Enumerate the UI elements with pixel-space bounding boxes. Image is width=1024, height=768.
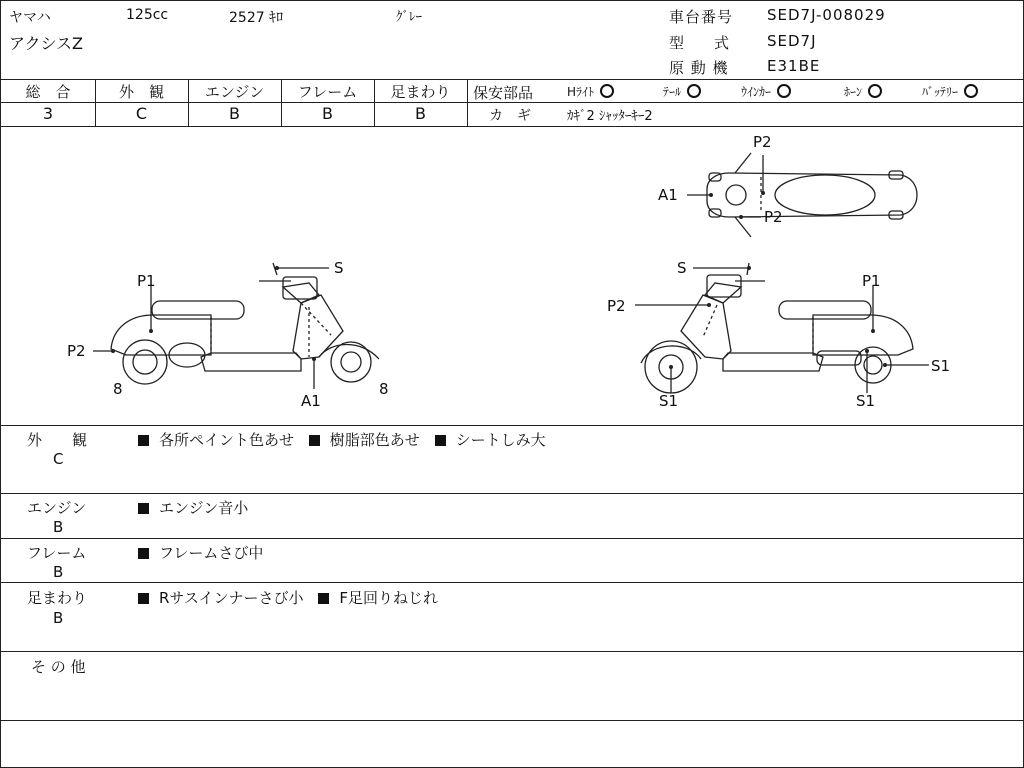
key-value: ｶｷﾞ2 ｼｬｯﾀｰｷｰ2 (567, 109, 653, 124)
divider (1, 425, 1023, 426)
comment-engine-grade: B (53, 518, 64, 536)
bullet-square-icon (435, 435, 446, 446)
bullet-square-icon (138, 548, 149, 559)
ok-circle-icon (964, 84, 978, 98)
ok-circle-icon (600, 84, 614, 98)
frame-no-label: 車台番号 (669, 8, 734, 26)
comment-suspension-grade: B (53, 609, 64, 627)
comment-suspension-label: 足まわり (27, 589, 88, 607)
scooter-top-view (707, 153, 917, 237)
safety-title: 保安部品 (473, 84, 534, 102)
bullet-square-icon (138, 435, 149, 446)
divider (1, 538, 1023, 539)
comment-suspension-notes: Rサスインナーさび小 F足回りねじれ (138, 587, 438, 608)
bullet-square-icon (309, 435, 320, 446)
grade-suspension-label: 足まわり (390, 83, 451, 101)
engine-label: 原 動 機 (669, 59, 729, 77)
key-label: カ ギ (489, 108, 531, 124)
color: ｸﾞﾚｰ (396, 10, 422, 25)
label-8-rear: 8 (379, 380, 389, 398)
comment-exterior-label: 外 観 (27, 431, 88, 449)
divider (1, 79, 1023, 80)
maker: ヤマハ (9, 10, 51, 26)
engine-value: E31BE (767, 57, 821, 75)
label-a1-left: A1 (301, 392, 321, 410)
ok-circle-icon (868, 84, 882, 98)
bullet-square-icon (138, 503, 149, 514)
divider (1, 493, 1023, 494)
safety-item-headlight: Hﾗｲﾄ (567, 83, 614, 100)
bullet-square-icon (318, 593, 329, 604)
ok-circle-icon (687, 84, 701, 98)
safety-item-winker: ｳｲﾝｶｰ (741, 83, 791, 100)
grade-total-value: 3 (42, 104, 54, 123)
divider (1, 651, 1023, 652)
ok-circle-icon (777, 84, 791, 98)
label-p2-right: P2 (607, 297, 626, 315)
grade-engine-label: エンジン (204, 83, 265, 101)
label-8-front: 8 (113, 380, 123, 398)
safety-item-tail: ﾃｰﾙ (663, 83, 701, 100)
displacement: 125cc (126, 7, 169, 23)
grade-exterior-label: 外 観 (118, 83, 164, 101)
label-s1-rear-right: S1 (931, 357, 951, 375)
grade-frame-label: フレーム (297, 83, 358, 101)
divider (1, 102, 467, 103)
label-p1-right: P1 (862, 272, 881, 290)
grade-exterior-value: C (135, 104, 148, 123)
scooter-diagram (1, 127, 1023, 424)
grade-engine-value: B (229, 104, 240, 123)
comment-exterior-grade: C (53, 450, 64, 468)
frame-no: SED7J-008029 (767, 6, 886, 24)
label-s1-rear-bottom: S1 (856, 392, 876, 410)
grade-suspension-value: B (415, 104, 426, 123)
comment-engine-label: エンジン (27, 499, 87, 517)
label-s-right: S (677, 259, 687, 277)
label-s-left: S (334, 259, 344, 277)
comment-engine-notes: エンジン音小 (138, 497, 248, 518)
label-p2-bottom: P2 (764, 208, 783, 226)
label-p1-left: P1 (137, 272, 156, 290)
grade-frame-value: B (322, 104, 333, 123)
type-value: SED7J (767, 32, 817, 50)
label-a1-top: A1 (658, 186, 678, 204)
divider (1, 720, 1023, 721)
label-p2-left: P2 (67, 342, 86, 360)
bullet-square-icon (138, 593, 149, 604)
mileage: 2527 ｷﾛ (229, 10, 284, 26)
safety-item-horn: ﾎｰﾝ (844, 83, 882, 100)
comment-exterior-notes: 各所ペイント色あせ 樹脂部色あせ シートしみ大 (138, 429, 546, 450)
model-name: アクシスZ (9, 34, 84, 53)
grade-total-label: 総 合 (25, 83, 71, 101)
divider (467, 102, 1023, 103)
comment-frame-grade: B (53, 563, 64, 581)
comment-frame-notes: フレームさび中 (138, 542, 263, 563)
divider (1, 582, 1023, 583)
safety-item-battery: ﾊﾞｯﾃﾘｰ (922, 83, 978, 100)
comment-other-label: そ の 他 (31, 658, 86, 676)
label-s1-front: S1 (659, 392, 679, 410)
label-p2-top: P2 (753, 133, 772, 151)
type-label: 型 式 (669, 34, 730, 52)
comment-frame-label: フレーム (27, 544, 87, 562)
